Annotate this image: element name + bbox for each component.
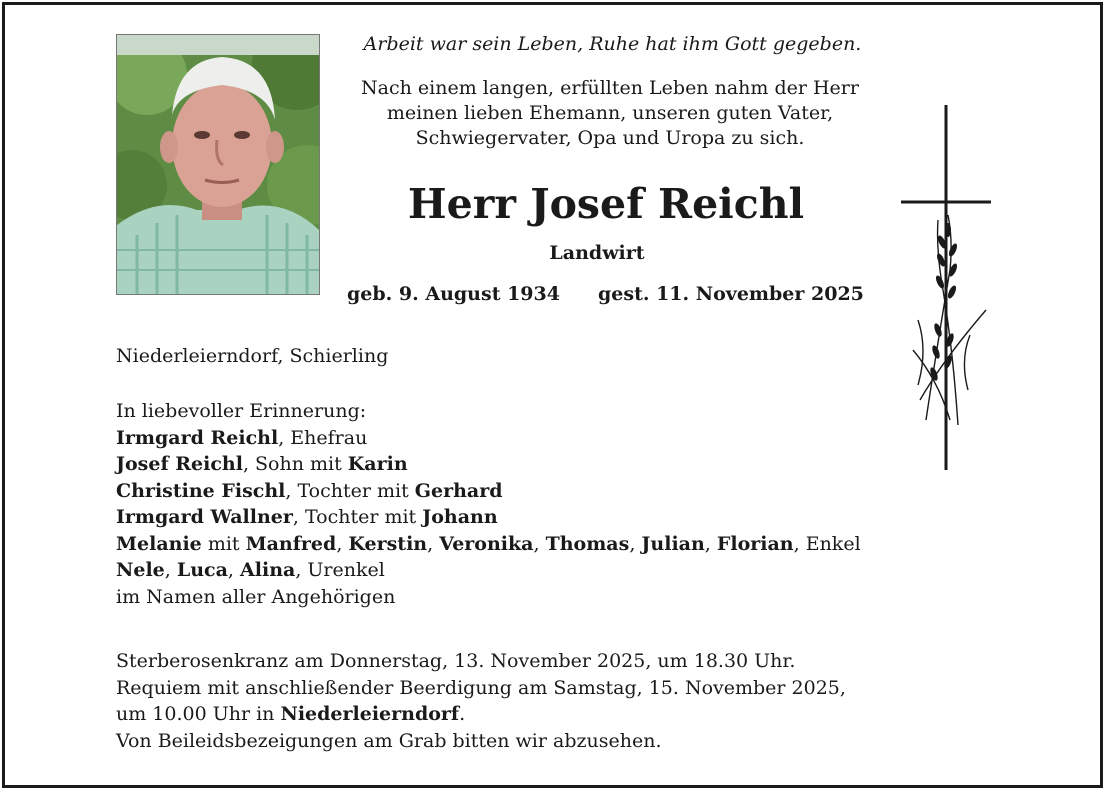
mourner-name: Nele — [116, 559, 165, 581]
service-place: Niederleierndorf — [280, 703, 460, 725]
mourner-text: , Ehefrau — [278, 426, 368, 449]
mourner-name: Julian — [641, 532, 705, 555]
mourner-text: , — [704, 532, 717, 555]
cross-with-wheat-icon — [898, 100, 994, 474]
mourner-text: , Enkel — [793, 532, 861, 555]
mourner-name: Alina — [240, 559, 296, 581]
deceased-name: Herr Josef Reichl — [407, 180, 805, 228]
mourner-text: , Urenkel — [295, 559, 385, 581]
service-text: um 10.00 Uhr in — [116, 703, 281, 725]
mourner-text: , — [533, 532, 546, 555]
mourner-name: Irmgard Wallner — [116, 506, 293, 528]
mourner-name: Luca — [176, 559, 228, 581]
service-details — [116, 648, 976, 754]
mourner-name: Melanie — [116, 532, 202, 555]
mourner-text: , — [164, 559, 177, 581]
mourner-lines — [116, 425, 956, 584]
mourner-name: Manfred — [245, 532, 337, 555]
profession: Landwirt — [549, 242, 645, 264]
mourner-text: mit — [201, 532, 246, 555]
mourner-line — [116, 451, 956, 478]
service-line: Von Beileidsbezeigungen am Grab bitten wir abzusehen. — [116, 729, 662, 752]
mourner-text: , — [227, 559, 241, 581]
mourner-name: Kerstin — [348, 532, 428, 555]
mourner-text: , Sohn mit — [242, 453, 348, 475]
mourner-line — [116, 504, 956, 531]
mourner-name: Irmgard Reichl — [116, 426, 279, 449]
mourner-text: , — [427, 532, 440, 555]
intro-text — [330, 76, 890, 151]
mourners-list — [116, 398, 956, 610]
service-line — [116, 701, 976, 728]
mourner-text: , Tochter mit — [292, 506, 423, 528]
mourner-name: Veronika — [439, 532, 534, 555]
mourner-name: Florian — [716, 532, 794, 555]
mourner-line — [116, 478, 956, 505]
death-date: gest. 11. November 2025 — [598, 283, 864, 305]
mourners-closing: im Namen aller Angehörigen — [116, 585, 396, 608]
mourner-line — [116, 557, 956, 584]
mourner-line — [116, 425, 956, 452]
mourner-line — [116, 531, 956, 558]
mourner-name: Karin — [347, 453, 408, 475]
mourners-heading: In liebevoller Erinnerung: — [116, 400, 367, 422]
mourner-name: Thomas — [545, 532, 630, 555]
intro-line: meinen lieben Ehemann, unseren guten Vater, — [386, 102, 834, 124]
intro-line: Schwiegervater, Opa und Uropa zu sich. — [415, 127, 805, 149]
mourner-name: Josef Reichl — [116, 453, 243, 475]
mourner-name: Gerhard — [414, 479, 503, 502]
intro-line: Nach einem langen, erfüllten Leben nahm der Herr — [361, 77, 859, 99]
mourner-text: , — [629, 532, 642, 555]
mourner-text: , Tochter mit — [285, 479, 415, 502]
quote-text: Arbeit war sein Leben, Ruhe hat ihm Gott gegeben. — [363, 33, 862, 55]
portrait-photo — [116, 34, 320, 295]
birth-date: geb. 9. August 1934 — [347, 283, 560, 305]
mourner-name: Christine Fischl — [116, 479, 286, 502]
service-text: . — [459, 703, 466, 725]
service-line: Requiem mit anschließender Beerdigung am Samstag, 15. November 2025, — [116, 676, 846, 699]
mourner-text: , — [336, 532, 349, 555]
service-line: Sterberosenkranz am Donnerstag, 13. November 2025, um 18.30 Uhr. — [116, 650, 796, 672]
mourner-name: Johann — [422, 506, 498, 528]
location: Niederleierndorf, Schierling — [116, 345, 389, 367]
